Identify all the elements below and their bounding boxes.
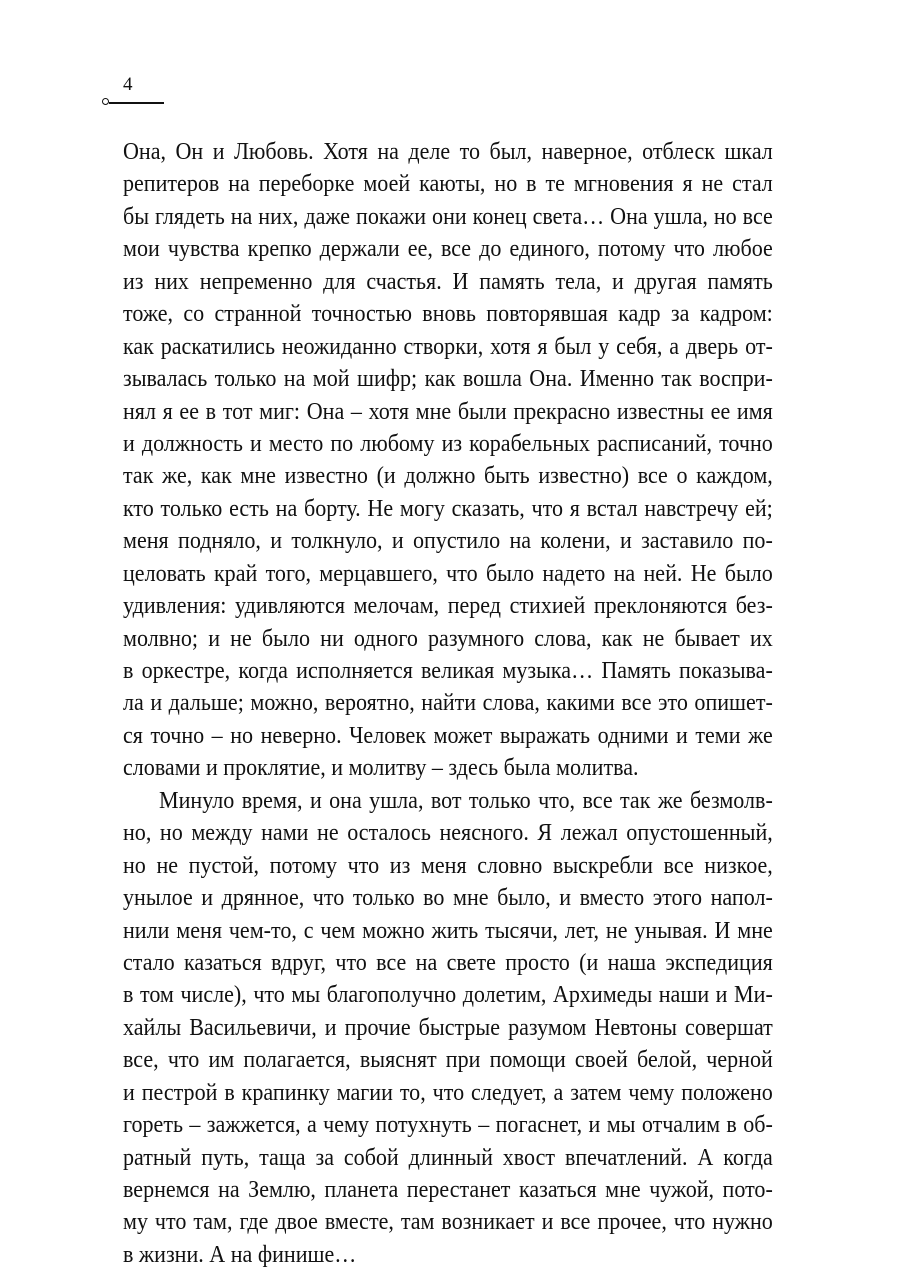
header-rule: [109, 102, 164, 104]
text-line: хайлы Васильевичи, и прочие быстрые разумом Невтоны совершат: [123, 1013, 773, 1041]
text-line: удивления: удивляются мелочам, перед стихией преклоняются без-: [123, 592, 773, 620]
text-line: но, но между нами не осталось неясного. Я лежал опустошенный,: [123, 819, 773, 847]
text-line: вернемся на Землю, планета перестанет казаться мне чужой, пото-: [123, 1176, 773, 1203]
text-line: как раскатились неожиданно створки, хотя я был у себя, а дверь от-: [123, 332, 773, 360]
text-line: но не пустой, потому что из меня словно выскребли все низкое,: [123, 851, 773, 879]
text-line: словами и проклятие, и молитву – здесь была молитва.: [123, 754, 639, 782]
text-line: тоже, со странной точностью вновь повторявшая кадр за кадром:: [123, 300, 773, 328]
page-number: 4: [123, 74, 133, 95]
text-line: зывалась только на мой шифр; как вошла Она. Именно так воспри-: [123, 365, 773, 393]
body-text: [123, 136, 773, 1271]
text-line: ся точно – но неверно. Человек может выражать одними и теми же: [123, 721, 773, 749]
text-line: в том числе), что мы благополучно долетим, Архимеды наши и Ми-: [123, 981, 773, 1009]
text-line: и пестрой в крапинку магии то, что следует, а затем чему положено: [123, 1078, 773, 1106]
text-line: нили меня чем-то, с чем можно жить тысячи, лет, не унывая. И мне: [123, 916, 773, 944]
text-line: Она, Он и Любовь. Хотя на деле то был, наверное, отблеск шкал: [123, 138, 773, 165]
text-line: кто только есть на борту. Не могу сказать, что я встал навстречу ей;: [123, 494, 773, 522]
text-line: все, что им полагается, выяснят при помощи своей белой, черной: [123, 1046, 773, 1074]
text-line: меня подняло, и толкнуло, и опустило на колени, и заставило по-: [123, 527, 773, 555]
text-line: и должность и место по любому из корабельных расписаний, точно: [123, 429, 773, 457]
text-line: гореть – зажжется, а чему потухнуть – погаснет, и мы отчалим в об-: [123, 1111, 773, 1139]
header-rule-dot: [102, 98, 109, 105]
text-line: репитеров на переборке моей каюты, но в те мгновения я не стал: [123, 170, 773, 198]
text-line: Минуло время, и она ушла, вот только что, все так же безмолв-: [159, 786, 773, 814]
text-line: мои чувства крепко держали ее, все до единого, потому что любое: [123, 235, 773, 263]
text-line: из них непременно для счастья. И память тела, и другая память: [123, 267, 773, 295]
text-line: му что там, где двое вместе, там возникает и все прочее, что нужно: [123, 1208, 773, 1236]
text-line: в жизни. А на финише…: [123, 1240, 357, 1268]
text-line: унылое и дрянное, что только во мне было, и вместо этого напол-: [123, 884, 773, 912]
text-line: целовать край того, мерцавшего, что было надето на ней. Не было: [123, 559, 773, 587]
text-line: ла и дальше; можно, вероятно, найти слова, какими все это опишет-: [123, 689, 773, 717]
text-line: нял я ее в тот миг: Она – хотя мне были прекрасно известны ее имя: [123, 397, 773, 425]
text-line: молвно; и не было ни одного разумного слова, как не бывает их: [123, 624, 773, 652]
text-line: ратный путь, таща за собой длинный хвост впечатлений. А когда: [123, 1143, 773, 1171]
text-line: так же, как мне известно (и должно быть известно) все о каждом,: [123, 462, 773, 490]
text-line: в оркестре, когда исполняется великая музыка… Память показыва-: [123, 657, 773, 684]
text-line: стало казаться вдруг, что все на свете просто (и наша экспедиция: [123, 948, 773, 976]
text-line: бы глядеть на них, даже покажи они конец света… Она ушла, но все: [123, 202, 773, 230]
